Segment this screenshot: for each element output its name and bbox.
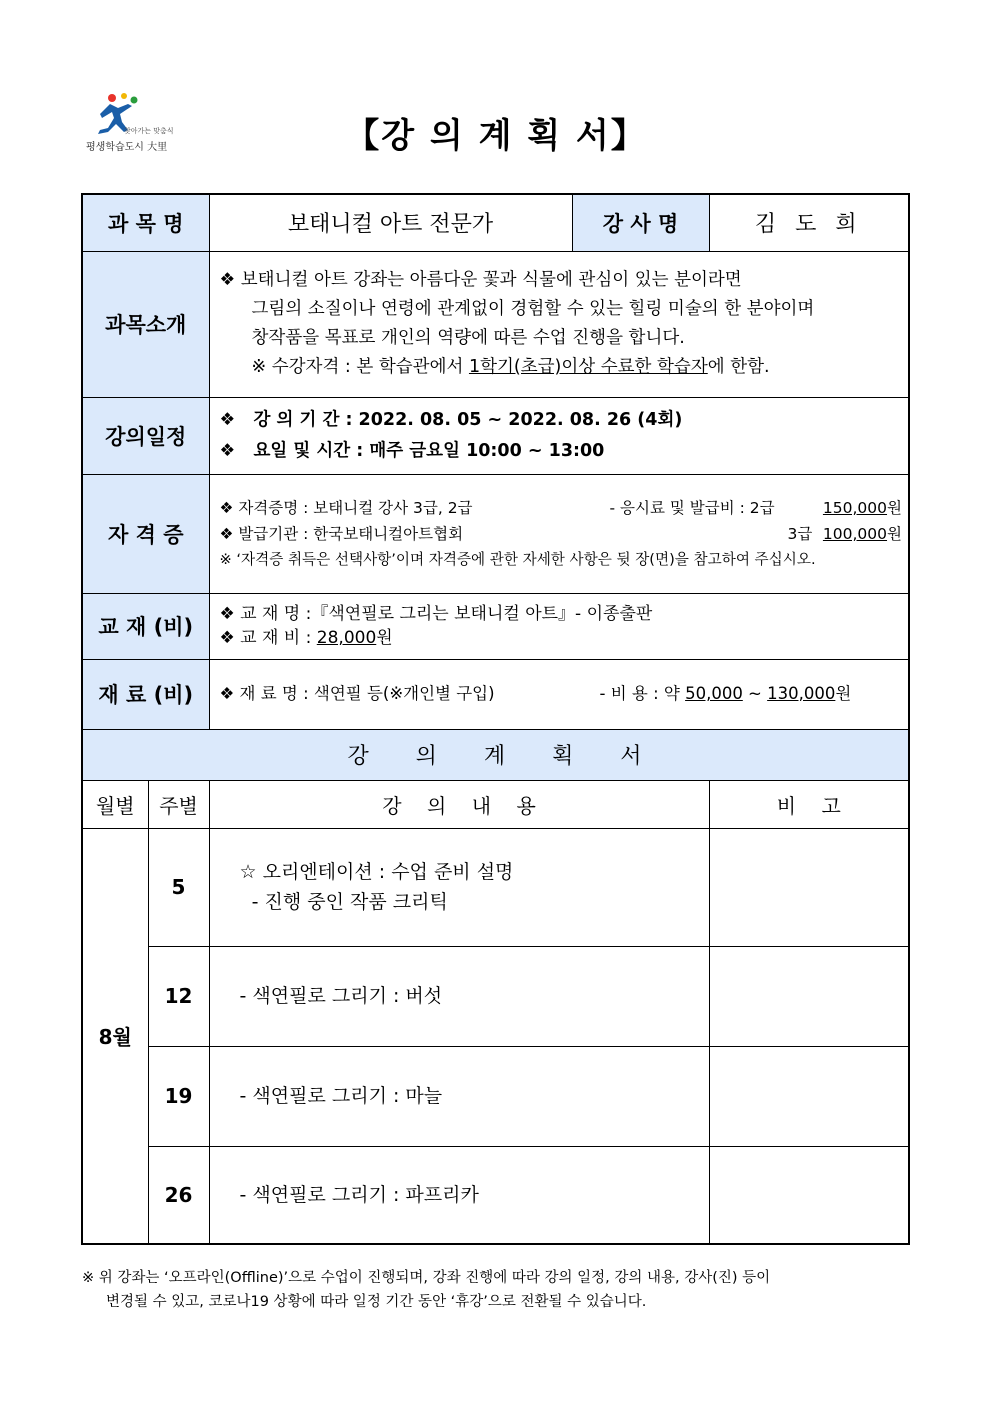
intro-row — [82, 251, 909, 397]
textbook-cost: 28,000 — [316, 628, 377, 648]
schedule-period: ❖ 강 의 기 간 : 2022. 08. 05 ~ 2022. 08. 26 (4회) — [219, 409, 683, 430]
instructor-label: 강 사 명 — [572, 194, 709, 251]
logo-city: 평생학습도시 大里 — [86, 142, 168, 153]
intro-label: 과목소개 — [82, 251, 209, 397]
week-content-line-1: - 색연필로 그리기 : 버섯 — [239, 985, 443, 1007]
plan-title-row — [82, 729, 909, 780]
lecture-plan-table — [81, 193, 910, 1245]
certificate-fee-2: 150,000 — [822, 498, 888, 517]
col-note: 비 고 — [709, 780, 909, 828]
table-row — [82, 1046, 909, 1146]
subject-label: 과 목 명 — [82, 194, 209, 251]
materials-cost-line — [600, 680, 852, 708]
materials-cost-won: 원 — [835, 684, 852, 703]
col-week: 주별 — [148, 780, 209, 828]
instructor-value: 김 도 희 — [709, 194, 909, 251]
materials-cost-prefix: - 비 용 : 약 — [599, 684, 686, 703]
eligibility-prefix: ※ 수강자격 : 본 학습관에서 — [251, 357, 469, 377]
intro-line-3: 창작품을 목표로 개인의 역량에 따른 수업 진행을 합니다. — [251, 328, 685, 348]
certificate-note: ※ ‘자격증 취득은 선택사항’이며 자격증에 관한 자세한 사항은 뒷 장(면)을 참고하여 주십시오. — [219, 550, 816, 568]
week-number: 19 — [148, 1046, 209, 1146]
schedule-row — [82, 397, 909, 474]
certificate-fee-label: - 응시료 및 발급비 : 2급 — [609, 498, 775, 517]
course-row — [82, 194, 909, 251]
certificate-row — [82, 474, 909, 593]
materials-label: 재 료 (비) — [82, 659, 209, 729]
week-content-line-1: ☆ 오리엔테이션 : 수업 준비 설명 — [239, 861, 514, 883]
certificate-label: 자 격 증 — [82, 474, 209, 593]
schedule-label: 강의일정 — [82, 397, 209, 474]
week-content-line-1: - 색연필로 그리기 : 마늘 — [239, 1085, 443, 1107]
footnote-line-1: ※ 위 강좌는 ‘오프라인(Offline)’으로 수업이 진행되며, 강좌 진행에 따라 강의 일정, 강의 내용, 강사(진) 등이 — [82, 1270, 771, 1286]
footnote-line-2: 변경될 수 있고, 코로나19 상황에 따라 일정 기간 동안 ‘휴강’으로 전환될 수 있습니다. — [106, 1294, 647, 1310]
footnote — [82, 1266, 912, 1314]
table-row — [82, 946, 909, 1046]
plan-title: 강 의 계 획 서 — [82, 729, 909, 780]
col-content: 강 의 내 용 — [209, 780, 709, 828]
col-month: 월별 — [82, 780, 148, 828]
week-note — [709, 1146, 909, 1244]
materials-row — [82, 659, 909, 729]
eligibility-requirement: 1학기(초급)이상 수료한 학습자 — [468, 357, 708, 377]
page-title: 【강 의 계 획 서】 — [345, 116, 647, 156]
week-number: 26 — [148, 1146, 209, 1244]
week-note — [709, 1046, 909, 1146]
table-row — [82, 1146, 909, 1244]
week-number: 12 — [148, 946, 209, 1046]
certificate-fee-3: 100,000 — [822, 524, 888, 543]
week-note — [709, 828, 909, 946]
certificate-issuer: ❖ 발급기관 : 한국보태니컬아트협회 — [219, 524, 464, 543]
certificate-name: ❖ 자격증명 : 보태니컬 강사 3급, 2급 — [219, 498, 473, 517]
intro-line-1: ❖ 보태니컬 아트 강좌는 아름다운 꽃과 식물에 관심이 있는 분이라면 — [219, 270, 742, 290]
week-note — [709, 946, 909, 1046]
eligibility-suffix: 에 한함. — [707, 357, 770, 377]
textbook-cost-won: 원 — [376, 628, 393, 648]
materials-cost-max: 130,000 — [767, 684, 836, 703]
intro-line-4 — [220, 353, 909, 382]
textbook-cost-line — [220, 626, 909, 650]
certificate-fee-3-won: 원 — [887, 524, 903, 543]
certificate-fee-2-won: 원 — [887, 498, 903, 517]
week-content-line-2: - 진행 중인 작품 크리틱 — [239, 891, 448, 913]
week-number: 5 — [148, 828, 209, 946]
textbook-row — [82, 593, 909, 659]
plan-header-row — [82, 780, 909, 828]
month-cell: 8월 — [82, 828, 148, 1244]
logo-slogan: 찾아가는 맞춤식 — [124, 127, 174, 135]
textbook-cost-prefix: ❖ 교 재 비 : — [219, 628, 317, 648]
materials-name: ❖ 재 료 명 : 색연필 등(※개인별 구입) — [219, 684, 495, 703]
week-content-line-1: - 색연필로 그리기 : 파프리카 — [239, 1183, 479, 1206]
subject-value: 보태니컬 아트 전문가 — [209, 194, 572, 251]
materials-cost-tilde: ~ — [742, 684, 768, 703]
textbook-label: 교 재 (비) — [82, 593, 209, 659]
schedule-time: ❖ 요일 및 시간 : 매주 금요일 10:00 ~ 13:00 — [219, 440, 605, 461]
certificate-grade-3: 3급 — [787, 524, 813, 543]
intro-line-2: 그림의 소질이나 연령에 관계없이 경험할 수 있는 힐링 미술의 한 분야이며 — [251, 299, 815, 319]
textbook-name: ❖ 교 재 명 :『색연필로 그리는 보태니컬 아트』- 이종출판 — [219, 604, 653, 624]
materials-cost-min: 50,000 — [685, 684, 743, 703]
table-row — [82, 828, 909, 946]
